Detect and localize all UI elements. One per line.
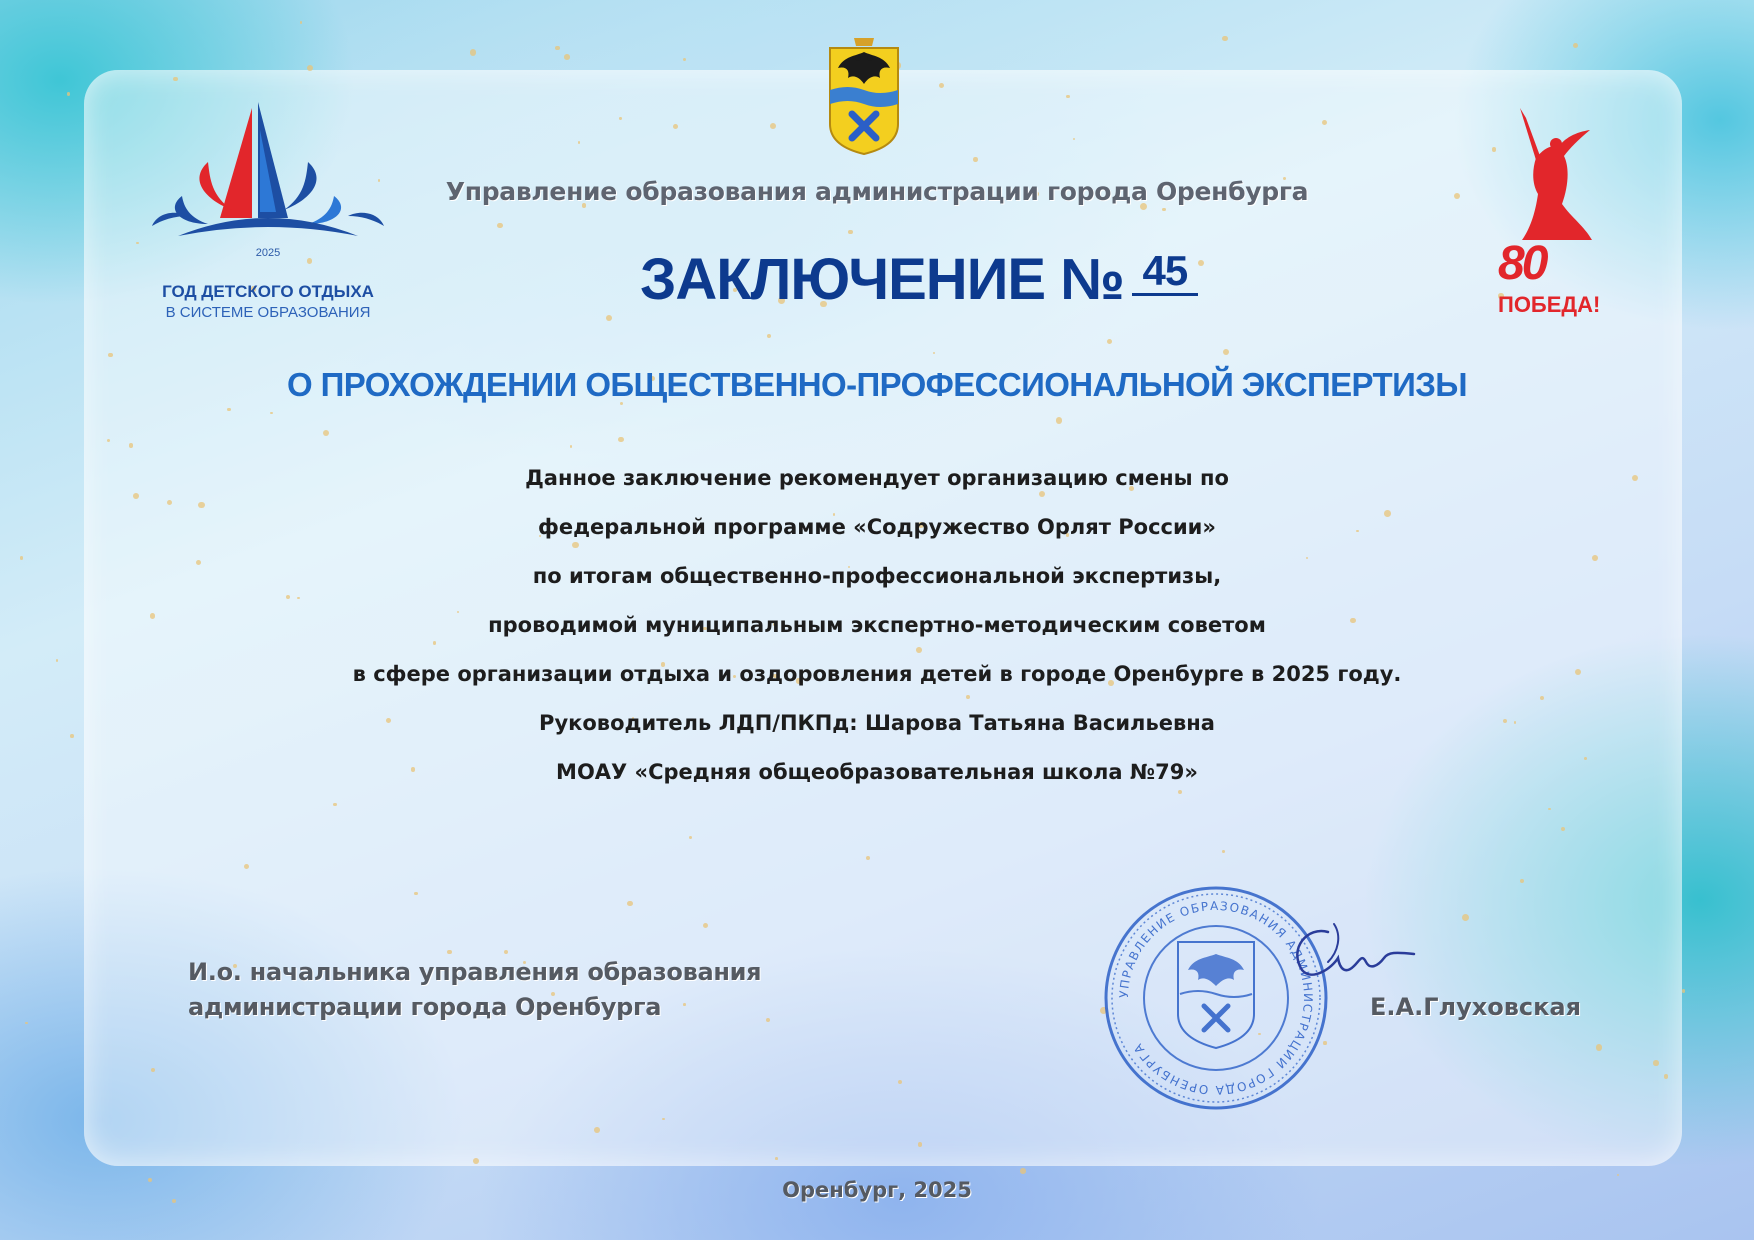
gold-speck [618, 437, 624, 443]
gold-speck [497, 223, 502, 228]
victory-word: ПОБЕДА! [1498, 292, 1601, 317]
gold-speck [173, 77, 177, 81]
conclusion-number: 45 [1132, 249, 1198, 296]
heading-label: ЗАКЛЮЧЕНИЕ № [640, 247, 1124, 312]
body-line: по итогам общественно-профессиональной экспертизы, [532, 564, 1222, 588]
gold-speck [1223, 349, 1229, 355]
body-line: Данное заключение рекомендует организацию смены по [525, 466, 1229, 490]
gold-speck [470, 49, 476, 55]
gold-speck [683, 58, 686, 61]
gold-speck [1056, 417, 1063, 424]
gold-speck [227, 408, 230, 411]
gold-speck [570, 445, 572, 447]
gold-speck [1198, 260, 1204, 266]
gold-speck [307, 65, 313, 71]
gold-speck [594, 1127, 600, 1133]
victory-number: 80 [1498, 237, 1546, 290]
gold-speck [1462, 914, 1469, 921]
document-subtitle: О ПРОХОЖДЕНИИ ОБЩЕСТВЕННО-ПРОФЕССИОНАЛЬНОЙ ЭКСПЕРТИЗЫ [287, 366, 1467, 403]
signatory-position [188, 955, 761, 1025]
gold-speck [1596, 1044, 1603, 1051]
year-of-children-recreation-logo [148, 100, 388, 330]
victory-80-logo [1492, 108, 1612, 324]
gold-speck [1020, 1168, 1026, 1174]
document-body [0, 458, 1754, 801]
signer-name: Е.А.Глуховская [1370, 993, 1581, 1021]
gold-speck [1664, 1074, 1668, 1078]
gold-speck [25, 1022, 28, 1025]
gold-speck [555, 46, 560, 51]
place-and-year: Оренбург, 2025 [782, 1178, 972, 1202]
logo-title-line2: В СИСТЕМЕ ОБРАЗОВАНИЯ [165, 304, 371, 321]
stamp-ring-text: УПРАВЛЕНИЕ ОБРАЗОВАНИЯ АДМИНИСТРАЦИИ ГОРОДА ОРЕНБУРГА [1116, 898, 1316, 1098]
body-line: Руководитель ЛДП/ПКПд: Шарова Татьяна Васильевна [539, 711, 1215, 735]
gold-speck [270, 412, 273, 415]
gold-speck [136, 242, 138, 244]
gold-speck [1222, 850, 1225, 853]
orenburg-coat-of-arms-icon [826, 34, 902, 156]
gold-speck [333, 803, 337, 807]
gold-speck [473, 1158, 479, 1164]
gold-speck [1573, 43, 1578, 48]
gold-speck [129, 443, 133, 447]
signatory-position-line2: администрации города Оренбурга [188, 993, 662, 1021]
body-line: в сфере организации отдыха и оздоровления детей в городе Оренбурге в 2025 году. [352, 662, 1402, 686]
gold-speck [447, 950, 451, 954]
logo-title-line1: ГОД ДЕТСКОГО ОТДЫХА [162, 282, 374, 301]
gold-speck [107, 439, 110, 442]
signatory-position-line1: И.о. начальника управления образования [188, 958, 762, 986]
gold-speck [564, 54, 570, 60]
gold-speck [244, 864, 249, 869]
gold-speck [1653, 1060, 1658, 1065]
organization-name: Управление образования администрации города Оренбурга [445, 177, 1309, 206]
body-line: проводимой муниципальным экспертно-методическим советом [488, 613, 1266, 637]
gold-speck [703, 923, 708, 928]
gold-speck [1682, 989, 1686, 993]
gold-speck [414, 892, 418, 896]
gold-speck [939, 83, 944, 88]
gold-speck [619, 117, 621, 119]
gold-speck [300, 21, 303, 24]
gold-speck [627, 901, 632, 906]
gold-speck [108, 353, 112, 357]
handwritten-signature [1268, 918, 1418, 996]
gold-speck [973, 157, 977, 161]
gold-speck [933, 352, 935, 354]
document-heading [640, 246, 1198, 313]
gold-speck [673, 124, 678, 129]
gold-speck [1617, 1174, 1619, 1176]
body-line: федеральной программе «Содружество Орлят России» [538, 515, 1216, 539]
gold-speck [504, 950, 508, 954]
logo-year: 2025 [255, 247, 281, 259]
gold-speck [775, 1157, 778, 1160]
gold-speck [67, 92, 71, 96]
body-line: МОАУ «Средняя общеобразовательная школа №79» [556, 760, 1198, 784]
gold-speck [1162, 208, 1165, 211]
gold-speck [1222, 36, 1227, 41]
